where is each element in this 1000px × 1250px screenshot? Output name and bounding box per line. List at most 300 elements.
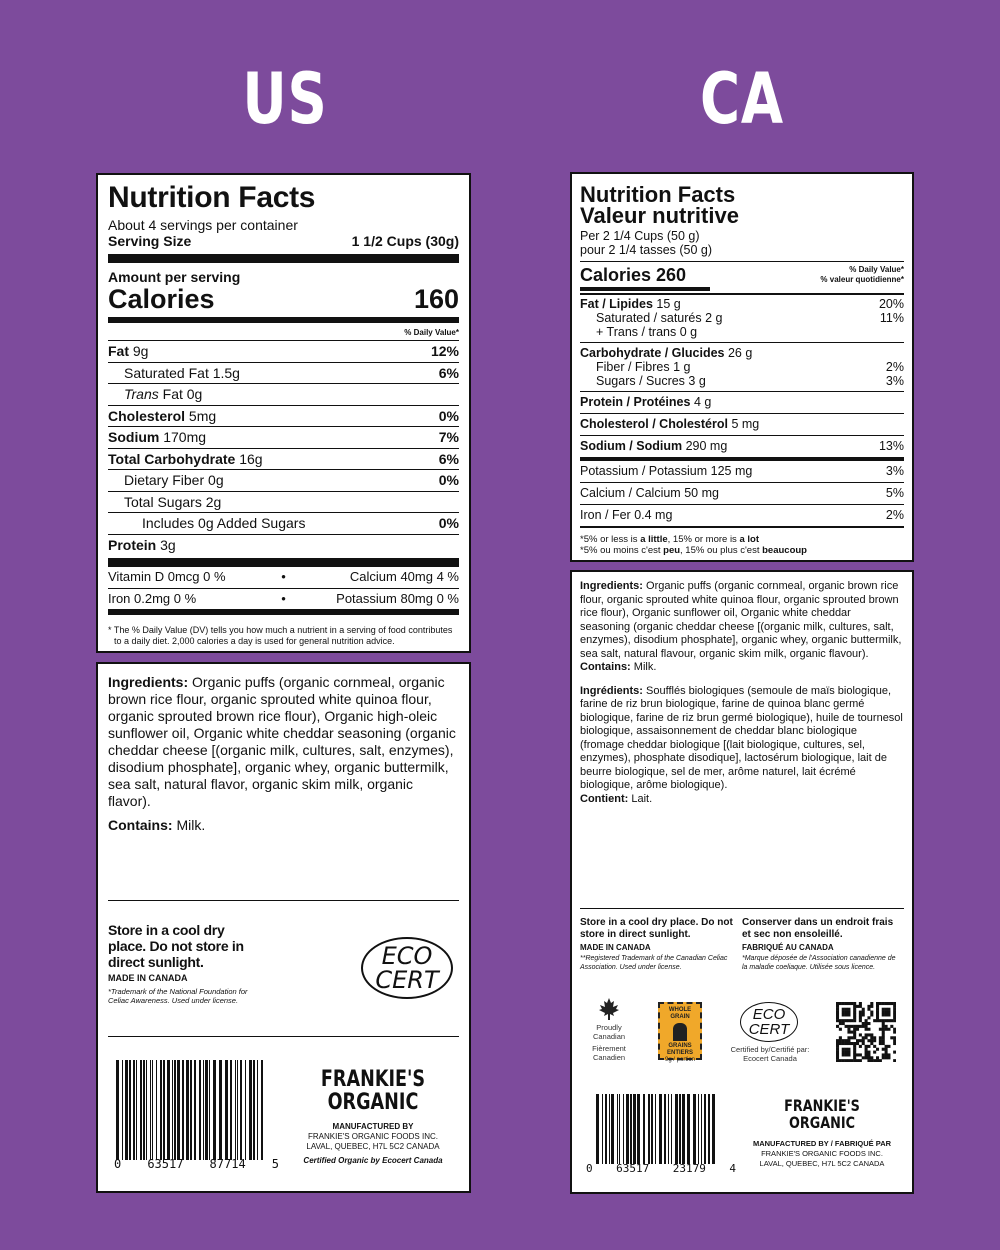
ecocert-bottom: CERT — [748, 1021, 790, 1038]
nutrient-dv: 0% — [438, 407, 459, 424]
qr-module — [836, 1008, 839, 1011]
nutrient-amount: 290 mg — [685, 439, 728, 453]
qr-module — [850, 1031, 853, 1034]
ingredients-text: Soufflés biologiques (semoule de maïs biologique, farine de riz brun biologique, farine de quinoa blanc germé biologique, farine de riz brun germé biologique), huile de tournesol biologique, assaisonnement de cheddar blanc biologique (fromage cheddar biologique [(lait biologique, cultures, sel, enzymes), phosphate disodique], lactosérum biologique, lait de beurre biologique, sel de mer, arôme naturel, lait écrémé biologique, arôme biologique). — [580, 684, 903, 791]
nutrient-label: Protein — [108, 536, 157, 553]
qr-module — [853, 1028, 856, 1031]
qr-module — [836, 1059, 839, 1062]
contains-text: Milk. — [176, 817, 206, 833]
qr-module — [853, 1051, 856, 1054]
qr-module — [856, 1005, 859, 1008]
nutrient-amount: 3 g — [688, 374, 706, 388]
nutrient-row-protein — [108, 535, 459, 557]
made-in: FABRIQUÉ AU CANADA — [742, 943, 834, 952]
qr-module — [847, 1031, 850, 1034]
nutrient-amount: 0g — [208, 472, 224, 488]
contains-fr — [580, 793, 904, 807]
barcode-digit: 5 — [271, 1157, 279, 1171]
nutrient-label: Dietary Fiber — [124, 472, 205, 488]
trademark-note: *Trademark of the National Foundation for Celiac Awareness. Used under license. — [108, 987, 248, 1005]
nutrient-row-potassium — [580, 461, 904, 483]
qr-module — [876, 1005, 879, 1008]
qr-module — [853, 1011, 856, 1014]
micro-right: Potassium 80mg 0 % — [336, 590, 459, 606]
barcode-bar — [219, 1060, 222, 1160]
nutrient-label: Saturated Fat — [124, 364, 209, 381]
ingredients-label: Ingrédients: — [580, 684, 643, 697]
qr-module — [867, 1051, 870, 1054]
contains-text: Milk. — [633, 661, 657, 673]
qr-module — [893, 1042, 896, 1045]
qr-module — [845, 1002, 848, 1005]
nutrient-row-total-sugars — [108, 492, 459, 514]
qr-module — [887, 1002, 890, 1005]
qr-module — [850, 1019, 853, 1022]
qr-module — [876, 1008, 879, 1011]
qr-module — [850, 1002, 853, 1005]
qr-module — [885, 1002, 888, 1005]
qr-module — [850, 1025, 853, 1028]
micro-row — [108, 567, 459, 589]
bullet: • — [281, 569, 286, 584]
ingredients-text: Organic puffs (organic cornmeal, organic brown rice flour, organic sprouted white quinoa flour, organic sprouted brown rice flour), Organic sunflower oil, Organic white cheddar seasoning (organic cheddar cheese [(organic milk, cultures, salt, enzymes), disodium phosphate], organic whey, organic buttermilk, sea salt, natural flavour, organic skim milk, organic flavour). — [580, 580, 902, 660]
qr-module — [867, 1028, 870, 1031]
ingredients-en — [580, 580, 904, 661]
qr-module — [839, 1042, 842, 1045]
barcode-bar — [693, 1094, 696, 1164]
qr-module — [885, 1048, 888, 1051]
brand-bottom: ORGANIC — [788, 1112, 856, 1132]
barcode-bar — [230, 1060, 232, 1160]
barcode-digit: 63517 — [616, 1162, 650, 1175]
nutrient-amount: 0 g — [679, 325, 698, 339]
barcode-bar — [664, 1094, 666, 1164]
qr-module — [839, 1028, 842, 1031]
dv-footnote: * The % Daily Value (DV) tells you how much a nutrient in a serving of food contributes to a daily diet. 2,000 calories a day is used for general nutrition advice. — [108, 625, 453, 646]
qr-module — [876, 1056, 879, 1059]
storage-block — [108, 922, 248, 1005]
qr-module — [842, 1002, 845, 1005]
brand-top: FRANKIE'S — [784, 1096, 860, 1115]
calories-value: 160 — [413, 284, 459, 314]
barcode-bar — [630, 1094, 632, 1164]
barcode-bar — [698, 1094, 699, 1164]
manufactured-by: MANUFACTURED BY / FABRIQUÉ PAR — [752, 1138, 892, 1148]
storage-block-en — [580, 917, 740, 972]
nutrient-label: Fiber / Fibres — [596, 360, 670, 374]
qr-module — [879, 1002, 882, 1005]
barcode-bar — [668, 1094, 669, 1164]
nutrient-dv: 13% — [878, 439, 904, 453]
nutrient-label: Sugars / Sucres — [596, 374, 685, 388]
barcode-bar — [651, 1094, 653, 1164]
qr-module — [853, 1059, 856, 1062]
barcode-bar — [237, 1060, 238, 1160]
qr-module — [859, 1019, 862, 1022]
qr-module — [853, 1036, 856, 1039]
qr-module — [836, 1045, 839, 1048]
nutrient-amount: 3g — [160, 536, 176, 553]
qr-module — [870, 1013, 873, 1016]
qr-module — [859, 1025, 862, 1028]
storage-text: Store in a cool dry place. Do not store in direct sunlight. — [108, 922, 244, 970]
contains-label: Contains: — [580, 661, 631, 673]
nutrient-label: Fat — [162, 386, 183, 402]
qr-module — [867, 1039, 870, 1042]
us-ingredients-panel — [96, 662, 471, 1193]
nf-title-fr: Valeur nutritive — [580, 203, 739, 228]
barcode-digit: 4 — [729, 1162, 736, 1175]
qr-module — [853, 1008, 856, 1011]
qr-module — [853, 1025, 856, 1028]
divider — [108, 254, 459, 263]
qr-module — [862, 1036, 865, 1039]
divider — [580, 908, 904, 909]
qr-module — [876, 1011, 879, 1014]
dv-header: % Daily Value* — [108, 325, 459, 341]
qr-module — [865, 1053, 868, 1056]
qr-module — [842, 1011, 845, 1014]
qr-module — [882, 1011, 885, 1014]
dv-header-en: % Daily Value* — [849, 265, 904, 274]
barcode-bar — [143, 1060, 145, 1160]
barcode-bar — [609, 1094, 610, 1164]
qr-module — [887, 1053, 890, 1056]
barcode-bar — [701, 1094, 702, 1164]
qr-module — [862, 1013, 865, 1016]
nutrient-amount: 5mg — [188, 407, 217, 424]
qr-module — [885, 1056, 888, 1059]
nutrient-label: Protein / Protéines — [580, 395, 691, 409]
nutrient-amount: 16g — [239, 450, 263, 467]
ecocert-top: ECO — [381, 942, 433, 970]
ingredients-label: Ingredients: — [580, 580, 643, 592]
nutrient-label: Sodium — [108, 429, 160, 445]
nutrient-row-calcium — [580, 483, 904, 505]
nutrient-row-sodium — [580, 436, 904, 461]
qr-module — [847, 1048, 850, 1051]
qr-module — [836, 1039, 839, 1042]
us-heading: US — [242, 58, 328, 140]
qr-module — [839, 1022, 842, 1025]
barcode-bar — [240, 1060, 242, 1160]
barcode-bar — [140, 1060, 142, 1160]
serving-size-row — [108, 233, 459, 249]
qr-module — [862, 1025, 865, 1028]
brand-bottom: ORGANIC — [327, 1090, 419, 1116]
barcode-bar — [682, 1094, 685, 1164]
made-in: MADE IN CANADA — [108, 973, 188, 983]
qr-module — [887, 1045, 890, 1048]
barcode-bar — [203, 1060, 204, 1160]
nutrient-amount: 5 mg — [731, 417, 760, 431]
barcode-bar — [163, 1060, 165, 1160]
divider — [108, 900, 459, 901]
barcode-bar — [160, 1060, 162, 1160]
servings-per-container: About 4 servings per container — [108, 217, 298, 233]
qr-module — [847, 1013, 850, 1016]
qr-module — [865, 1028, 868, 1031]
qr-module — [879, 1059, 882, 1062]
qr-module — [893, 1028, 896, 1031]
barcode-bar — [659, 1094, 662, 1164]
qr-module — [870, 1033, 873, 1036]
qr-module — [859, 1013, 862, 1016]
nutrient-amount: 170mg — [163, 429, 207, 445]
qr-module — [853, 1031, 856, 1034]
qr-module — [882, 1053, 885, 1056]
qr-module — [887, 1011, 890, 1014]
qr-module — [842, 1042, 845, 1045]
divider — [108, 558, 459, 567]
nutrient-row-added-sugars — [108, 513, 459, 535]
nutrient-dv: 6% — [438, 450, 459, 467]
barcode-bar — [182, 1060, 184, 1160]
storage-text: Store in a cool dry place. Do not store in direct sunlight. — [580, 917, 733, 940]
qr-module — [882, 1033, 885, 1036]
qr-module — [867, 1059, 870, 1062]
barcode-digits — [114, 1157, 279, 1171]
fat-group — [580, 295, 904, 343]
qr-module — [842, 1059, 845, 1062]
qr-module — [893, 1016, 896, 1019]
ingredients — [108, 674, 459, 810]
ecocert-logo — [361, 937, 453, 999]
qr-module — [856, 1059, 859, 1062]
nutrient-amount: 15 g — [656, 297, 681, 311]
barcode-bar — [712, 1094, 715, 1164]
qr-module — [839, 1002, 842, 1005]
qr-module — [842, 1019, 845, 1022]
qr-module — [885, 1053, 888, 1056]
nutrient-label: Total Sugars — [124, 493, 202, 510]
nutrient-row-protein — [580, 392, 904, 414]
qr-module — [845, 1019, 848, 1022]
qr-module — [870, 1036, 873, 1039]
nutrient-label: Iron / Fer — [580, 508, 631, 522]
qr-module — [865, 1036, 868, 1039]
bullet: • — [281, 590, 286, 606]
nutrient-label: Fat — [108, 343, 129, 359]
qr-module — [887, 1028, 890, 1031]
barcode-bar — [679, 1094, 681, 1164]
barcode-bar — [186, 1060, 189, 1160]
barcode-bar — [623, 1094, 624, 1164]
ingredients-fr — [580, 685, 904, 793]
company: FRANKIE'S ORGANIC FOODS INC. — [761, 1148, 883, 1158]
qr-module — [885, 1008, 888, 1011]
nutrient-dv: 3% — [885, 374, 904, 388]
qr-module — [839, 1039, 842, 1042]
barcode-bar — [194, 1060, 196, 1160]
qr-module — [885, 1045, 888, 1048]
qr-module — [856, 1028, 859, 1031]
qr-module — [865, 1051, 868, 1054]
qr-module — [836, 1013, 839, 1016]
qr-module — [876, 1013, 879, 1016]
qr-module — [853, 1019, 856, 1022]
qr-module — [845, 1059, 848, 1062]
qr-module — [845, 1051, 848, 1054]
nutrient-label: Calcium / Calcium — [580, 486, 681, 500]
qr-module — [893, 1039, 896, 1042]
qr-module — [859, 1059, 862, 1062]
nutrient-dv: 2% — [885, 508, 904, 522]
qr-module — [885, 1013, 888, 1016]
qr-module — [853, 1005, 856, 1008]
qr-module — [865, 1033, 868, 1036]
barcode-bar — [708, 1094, 710, 1164]
divider — [108, 317, 459, 323]
nutrient-label-italic: Trans — [124, 386, 159, 402]
qr-module — [865, 1045, 868, 1048]
barcode-bar — [633, 1094, 636, 1164]
qr-module — [893, 1005, 896, 1008]
barcode-digit: 87714 — [209, 1157, 246, 1171]
qr-module — [890, 1025, 893, 1028]
barcode-bar — [605, 1094, 607, 1164]
nutrient-amount: 9g — [132, 343, 149, 359]
barcode-bar — [235, 1060, 236, 1160]
qr-module — [873, 1045, 876, 1048]
qr-module — [862, 1039, 865, 1042]
certified-organic: Certified Organic by Ecocert Canada — [303, 1156, 443, 1166]
qr-module — [842, 1051, 845, 1054]
qr-module — [876, 1048, 879, 1051]
qr-module — [882, 1039, 885, 1042]
qr-module — [845, 1039, 848, 1042]
barcode-bar — [617, 1094, 618, 1164]
nutrient-amount: 4 g — [693, 395, 712, 409]
qr-module — [876, 1019, 879, 1022]
qr-module — [885, 1019, 888, 1022]
qr-module — [845, 1008, 848, 1011]
qr-module — [879, 1039, 882, 1042]
nutrient-dv: 0% — [438, 515, 459, 531]
qr-module — [847, 1051, 850, 1054]
nutrient-label: + Trans / trans — [596, 325, 677, 339]
barcode-bar — [125, 1060, 128, 1160]
nutrient-dv: 11% — [879, 311, 904, 325]
barcode-bar — [602, 1094, 603, 1164]
qr-module — [893, 1036, 896, 1039]
contains-label: Contient: — [580, 792, 629, 805]
qr-module — [882, 1042, 885, 1045]
qr-module — [842, 1048, 845, 1051]
maple-leaf-icon — [598, 997, 620, 1021]
qr-module — [859, 1053, 862, 1056]
nutrient-dv: 2% — [885, 360, 904, 374]
barcode-bar — [619, 1094, 620, 1164]
qr-module — [836, 1051, 839, 1054]
contains — [108, 817, 459, 834]
qr-module — [893, 1059, 896, 1062]
qr-module — [850, 1042, 853, 1045]
qr-module — [887, 1019, 890, 1022]
nutrient-dv: 12% — [430, 343, 459, 359]
grain-icon — [673, 1023, 687, 1041]
dv-footnote: *5% or less is a little, 15% or more is a lot *5% ou moins c'est peu, 15% ou plus c'est beaucoup — [580, 534, 807, 556]
brand-block — [293, 1068, 453, 1166]
qr-module — [836, 1005, 839, 1008]
barcode-bar — [133, 1060, 135, 1160]
qr-module — [870, 1002, 873, 1005]
qr-module — [856, 1053, 859, 1056]
qr-module — [885, 1011, 888, 1014]
qr-module — [893, 1013, 896, 1016]
qr-module — [853, 1048, 856, 1051]
barcode-bar — [225, 1060, 228, 1160]
qr-module — [882, 1002, 885, 1005]
barcode-bar — [687, 1094, 690, 1164]
company: FRANKIE'S ORGANIC FOODS INC. — [308, 1132, 438, 1142]
nutrient-label: Sodium / Sodium — [580, 439, 683, 453]
qr-module — [873, 1059, 876, 1062]
barcode-bar — [261, 1060, 263, 1160]
qr-module — [859, 1045, 862, 1048]
calories: Calories 260 — [580, 265, 687, 285]
nutrient-row-trans-fat — [108, 384, 459, 406]
barcode-bar — [150, 1060, 151, 1160]
qr-module — [867, 1053, 870, 1056]
serving-size-value: 1 1/2 Cups (30g) — [351, 233, 459, 249]
barcode-bar — [249, 1060, 252, 1160]
barcode-bar — [704, 1094, 706, 1164]
qr-module — [847, 1053, 850, 1056]
barcode-digit: 23179 — [672, 1162, 706, 1175]
qr-module — [867, 1045, 870, 1048]
qr-module — [882, 1022, 885, 1025]
dv-header-fr: % valeur quotidienne* — [820, 275, 904, 284]
nutrient-row-iron — [580, 505, 904, 528]
barcode-bar — [648, 1094, 650, 1164]
qr-module — [870, 1005, 873, 1008]
qr-module — [879, 1042, 882, 1045]
qr-module — [893, 1011, 896, 1014]
nutrient-row-cholesterol — [580, 414, 904, 436]
qr-module — [893, 1002, 896, 1005]
barcode-bar — [643, 1094, 645, 1164]
qr-module — [850, 1059, 853, 1062]
qr-module — [856, 1039, 859, 1042]
qr-module — [836, 1025, 839, 1028]
qr-module — [870, 1039, 873, 1042]
qr-module — [882, 1028, 885, 1031]
qr-module — [893, 1019, 896, 1022]
barcode-bar — [253, 1060, 255, 1160]
barcode-bar — [611, 1094, 614, 1164]
nutrient-row-sodium — [108, 427, 459, 449]
qr-module — [867, 1056, 870, 1059]
nutrient-dv: 6% — [438, 364, 459, 381]
barcode-digit: 0 — [586, 1162, 593, 1175]
calories-row — [580, 265, 904, 291]
qr-module — [847, 1008, 850, 1011]
qr-module — [865, 1022, 868, 1025]
qr-module — [882, 1025, 885, 1028]
qr-module — [845, 1011, 848, 1014]
barcode-bar — [626, 1094, 629, 1164]
qr-module — [859, 1005, 862, 1008]
qr-module — [879, 1036, 882, 1039]
barcode-bar — [205, 1060, 208, 1160]
qr-module — [845, 1013, 848, 1016]
qr-module — [882, 1036, 885, 1039]
barcode — [596, 1094, 716, 1164]
brand-block — [742, 1098, 902, 1169]
nutrient-label: Includes 0g Added Sugars — [142, 515, 306, 531]
qr-module — [853, 1045, 856, 1048]
